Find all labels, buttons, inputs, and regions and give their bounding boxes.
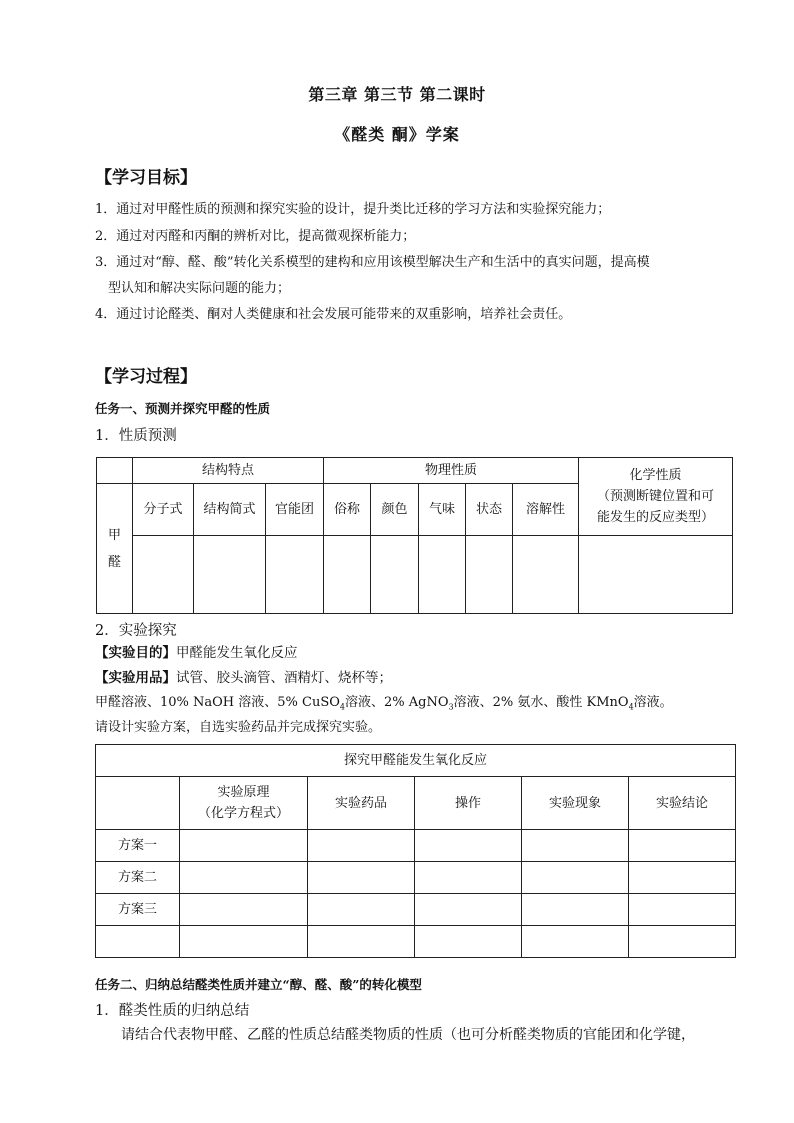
objectives-heading: 【学习目标】 [95,168,197,188]
answer-cell[interactable] [415,862,522,894]
answer-cell[interactable] [522,926,629,958]
row-label-plan-1: 方案一 [96,830,180,862]
purpose-label: 【实验目的】 [95,645,176,661]
answer-cell[interactable] [308,830,415,862]
reagent-sub-1: 4 [339,702,346,712]
reagent-text-3: 溶液、2% 氨水、酸性 KMnO [453,695,629,710]
objective-item-3-cont: 型认知和解决实际问题的能力； [108,281,291,296]
document-subtitle: 《醛类 酮》学案 [334,125,460,144]
header-structure: 结构特点 [133,458,324,484]
answer-cell[interactable] [629,894,736,926]
col-reagents: 实验药品 [308,777,415,830]
header-chemical-title: 化学性质 [629,468,682,483]
property-prediction-table [96,457,733,614]
answer-cell[interactable] [579,536,733,614]
answer-cell[interactable] [629,830,736,862]
reagent-sub-2: 3 [448,702,454,712]
answer-cell[interactable] [522,830,629,862]
objective-item-3: 3．通过对“醇、醛、酸”转化关系模型的建构和应用该模型解决生产和生活中的真实问题，提高模 [95,255,650,270]
answer-cell[interactable] [371,536,419,614]
answer-cell[interactable] [324,536,371,614]
row-label-plan-3: 方案三 [96,894,180,926]
row-label-plan-2: 方案二 [96,862,180,894]
col-molecular-formula: 分子式 [133,484,194,536]
instruction-text: 请设计实验方案，自选实验药品并完成探究实验。 [95,720,382,735]
answer-cell[interactable] [133,536,194,614]
answer-cell[interactable] [522,894,629,926]
row-label-char-2: 醛 [107,554,121,570]
col-state: 状态 [466,484,513,536]
experiment-purpose [95,643,298,663]
answer-cell[interactable] [522,862,629,894]
col-principle-note: （化学方程式） [197,806,289,821]
process-heading: 【学习过程】 [95,367,197,387]
experiment-design-table [95,744,736,958]
supplies-label: 【实验用品】 [95,670,176,686]
col-principle [180,777,308,830]
answer-cell[interactable] [308,862,415,894]
experiment-supplies [95,668,392,688]
header-chemical [579,458,733,536]
col-solubility: 溶解性 [513,484,579,536]
col-operation: 操作 [415,777,522,830]
experiment-heading: 2．实验探究 [95,623,177,639]
answer-cell[interactable] [266,536,324,614]
answer-cell[interactable] [415,830,522,862]
col-structural-formula: 结构简式 [194,484,266,536]
header-physical: 物理性质 [324,458,579,484]
row-label-char-1: 甲 [107,527,121,543]
answer-cell[interactable] [466,536,513,614]
objective-item-2: 2．通过对丙醛和丙酮的辨析对比，提高微观探析能力； [95,229,416,244]
col-functional-group: 官能团 [266,484,324,536]
task-one-heading: 任务一、预测并探究甲醛的性质 [95,401,271,416]
col-common-name: 俗称 [324,484,371,536]
answer-cell[interactable] [180,894,308,926]
row-label-blank [96,926,180,958]
answer-cell[interactable] [415,926,522,958]
objective-item-1: 1．通过对甲醛性质的预测和探究实验的设计，提升类比迁移的学习方法和实验探究能力； [95,202,611,217]
col-phenomenon: 实验现象 [522,777,629,830]
answer-cell[interactable] [180,830,308,862]
corner-cell [97,458,133,484]
reagent-text-4: 溶液。 [633,695,673,710]
property-prediction-heading: 1．性质预测 [95,428,177,444]
objective-item-4: 4．通过讨论醛类、酮对人类健康和社会发展可能带来的双重影响，培养社会责任。 [95,307,572,322]
corner-cell [96,777,180,830]
summary-heading: 1．醛类性质的归纳总结 [95,1003,250,1019]
reagent-text-1: 甲醛溶液、10% NaOH 溶液、5% CuSO [95,695,340,710]
header-chemical-note1: （预测断键位置和可 [597,489,715,504]
answer-cell[interactable] [180,862,308,894]
col-principle-title: 实验原理 [217,785,270,800]
task-two-heading: 任务二、归纳总结醛类性质并建立“醇、醛、酸”的转化模型 [95,977,422,992]
reagent-list [95,693,673,718]
col-odor: 气味 [419,484,466,536]
summary-paragraph: 请结合代表物甲醛、乙醛的性质总结醛类物质的性质（也可分析醛类物质的官能团和化学键， [121,1027,695,1043]
row-label-formaldehyde [97,484,133,614]
header-chemical-note2: 能发生的反应类型） [597,510,715,525]
answer-cell[interactable] [180,926,308,958]
reagent-text-2: 溶液、2% AgNO [345,695,449,710]
table-caption: 探究甲醛能发生氧化反应 [96,745,736,777]
answer-cell[interactable] [419,536,466,614]
answer-cell[interactable] [513,536,579,614]
answer-cell[interactable] [629,862,736,894]
supplies-text: 试管、胶头滴管、酒精灯、烧杯等； [176,670,392,686]
col-conclusion: 实验结论 [629,777,736,830]
purpose-text: 甲醛能发生氧化反应 [176,645,298,661]
answer-cell[interactable] [629,926,736,958]
reagent-sub-3: 4 [628,702,634,712]
col-color: 颜色 [371,484,419,536]
answer-cell[interactable] [308,894,415,926]
answer-cell[interactable] [194,536,266,614]
document-title: 第三章 第三节 第二课时 [308,85,486,104]
answer-cell[interactable] [415,894,522,926]
answer-cell[interactable] [308,926,415,958]
